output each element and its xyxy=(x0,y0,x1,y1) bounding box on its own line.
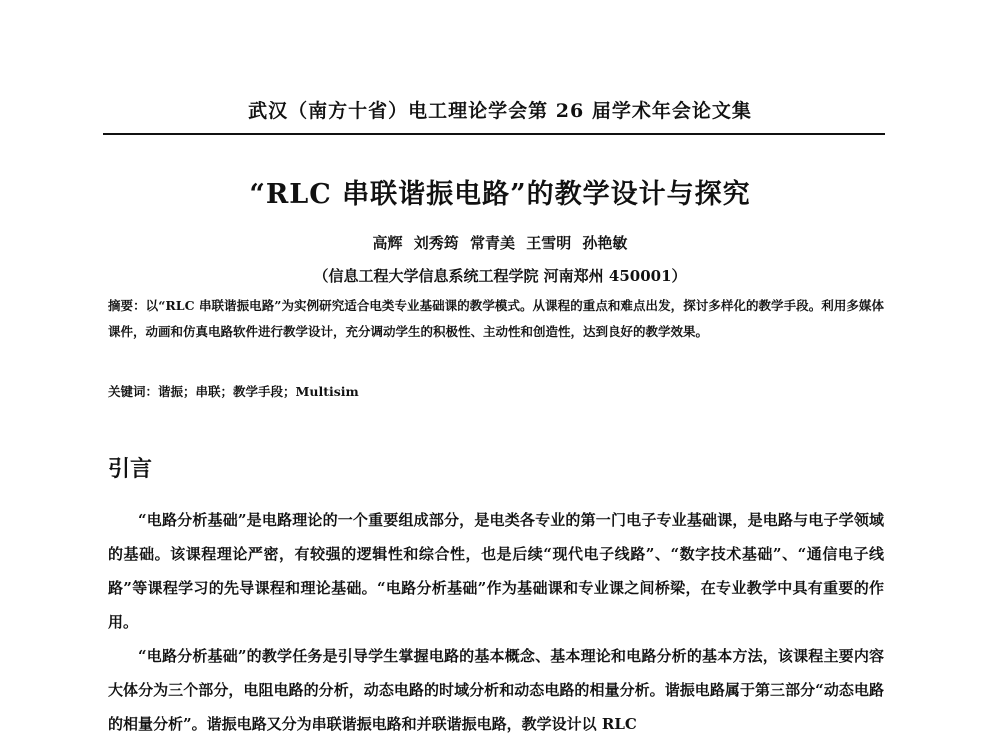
abstract-label: 摘要： xyxy=(108,298,146,313)
body-paragraph-2: “电路分析基础”的教学任务是引导学生掌握电路的基本概念、基本理论和电路分析的基本方法，该课程主要内容大体分为三个部分，电阻电路的分析，动态电路的时域分析和动态电路的相量分析。谐振电路属于第三部分“动态电路的相量分析”。谐振电路又分为串联谐振电路和并联谐振电路，教学设计以 RLC xyxy=(108,647,884,733)
body-paragraph-1: “电路分析基础”是电路理论的一个重要组成部分，是电类各专业的第一门电子专业基础课，是电路与电子学领域的基础。该课程理论严密，有较强的逻辑性和综合性，也是后续“现代电子线路”、“数字技术基础”、“通信电子线路”等课程学习的先导课程和理论基础。“电路分析基础”作为基础课和专业课之间桥梁，在专业教学中具有重要的作用。 xyxy=(108,511,884,631)
abstract xyxy=(108,293,884,345)
author-list: 高辉 刘秀筠 常青美 王雪明 孙艳敏 xyxy=(372,234,628,252)
keywords-text: 谐振；串联；教学手段；Multisim xyxy=(158,384,359,399)
paper-title: “RLC 串联谐振电路”的教学设计与探究 xyxy=(249,179,751,210)
section-heading-introduction: 引言 xyxy=(108,457,153,482)
abstract-text: 以“RLC 串联谐振电路”为实例研究适合电类专业基础课的教学模式。从课程的重点和难点出发，探讨多样化的教学手段。利用多媒体课件，动画和仿真电路软件进行教学设计，充分调动学生的积极性、主动性和创造性，达到良好的教学效果。 xyxy=(108,298,884,339)
proceedings-header: 武汉（南方十省）电工理论学会第 26 届学术年会论文集 xyxy=(248,100,752,122)
author-affiliation: （信息工程大学信息系统工程学院 河南郑州 450001） xyxy=(313,267,687,285)
keywords xyxy=(108,382,884,400)
header-rule xyxy=(103,133,885,135)
body-text xyxy=(108,503,884,741)
keywords-label: 关键词： xyxy=(108,384,159,399)
